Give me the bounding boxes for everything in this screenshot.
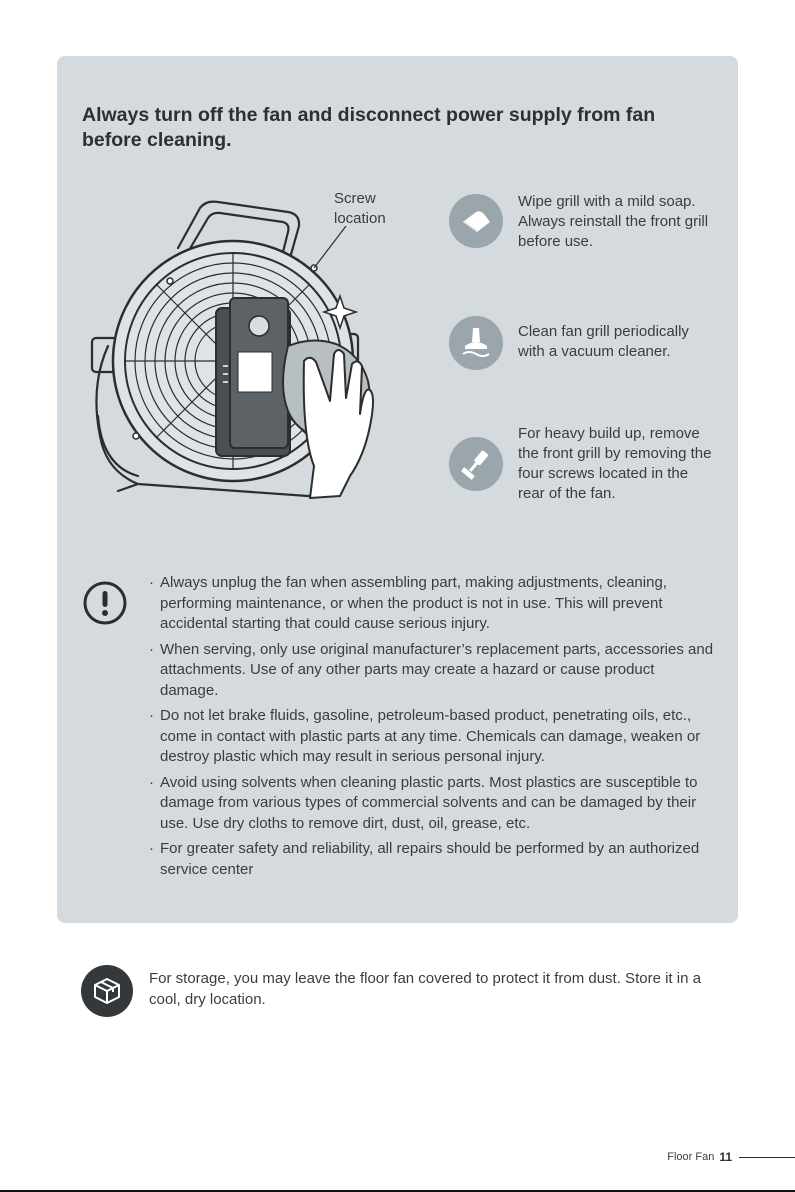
safety-warnings-list: [149, 573, 715, 885]
fan-cleaning-illustration: [78, 186, 378, 506]
vacuum-icon: [449, 316, 503, 370]
warning-item: · For greater safety and reliability, all repairs should be performed by an authorized service center: [149, 839, 715, 880]
warning-item: · Always unplug the fan when assembling part, making adjustments, cleaning, performing maintenance, or when the product is not in use. This will prevent accidental starting that could cause serious injury.: [149, 573, 715, 635]
footer-rule: [739, 1157, 795, 1158]
warning-item: · Avoid using solvents when cleaning plastic parts. Most plastics are susceptible to damage from various types of commercial solvents and can be damaged by their use. Use dry cloths to remove dirt, dust, oil, grease, etc.: [149, 773, 715, 835]
page-heading: Always turn off the fan and disconnect power supply from fan before cleaning.: [82, 104, 656, 151]
page-number: 11: [719, 1150, 732, 1164]
tip-text-remove-grill: For heavy build up, remove the front grill by removing the four screws located in the rear of the fan.: [518, 425, 712, 502]
screwdriver-icon: [449, 437, 503, 491]
box-icon: [81, 965, 133, 1017]
warning-item: · When serving, only use original manufacturer’s replacement parts, accessories and attachments. Use of any other parts may create a hazard or cause product damage.: [149, 640, 715, 702]
warning-item: · Do not let brake fluids, gasoline, petroleum-based product, penetrating oils, etc., come in contact with plastic parts at any time. Chemicals can damage, weaken or destroy plastic which may result in serious personal injury.: [149, 706, 715, 768]
tip-text-wipe: Wipe grill with a mild soap. Always reinstall the front grill before use.: [518, 193, 709, 250]
tip-text-vacuum: Clean fan grill periodically with a vacuum cleaner.: [518, 323, 689, 360]
page-footer: [667, 1150, 795, 1164]
cloth-icon: [449, 194, 503, 248]
footer-label: Floor Fan: [667, 1151, 715, 1163]
storage-text: For storage, you may leave the floor fan covered to protect it from dust. Store it in a cool, dry location.: [149, 970, 701, 1008]
warning-exclamation-icon: [82, 580, 128, 626]
screw-location-label: Screw location: [334, 190, 386, 227]
